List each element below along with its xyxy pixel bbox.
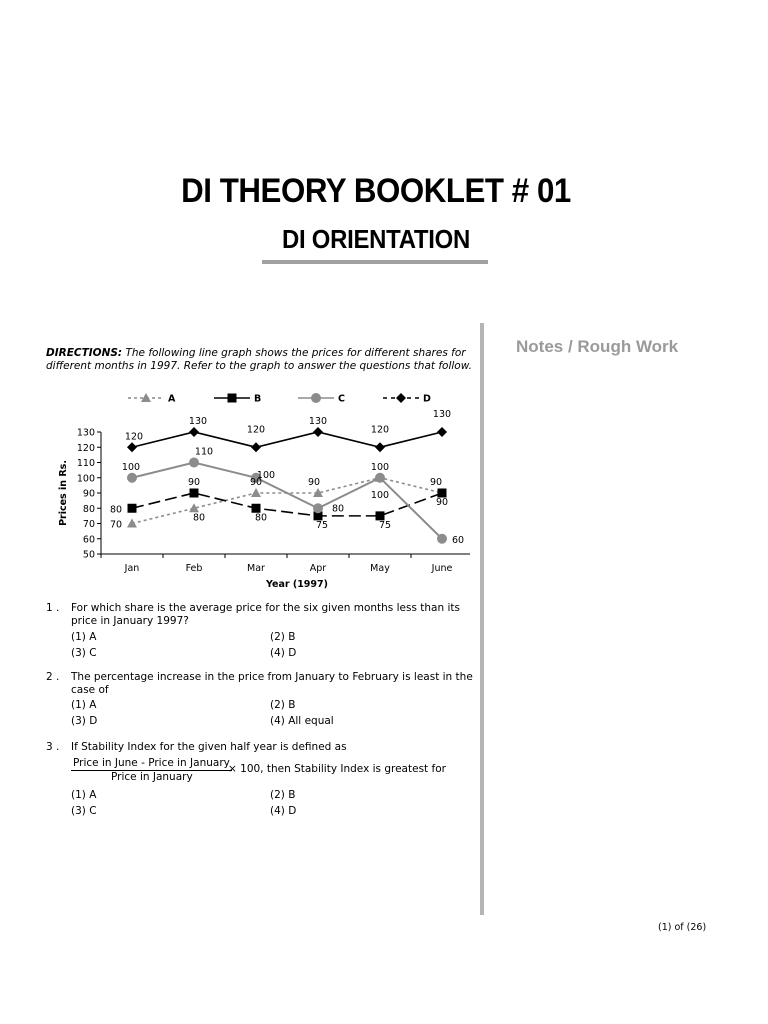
x-tick-label: Mar bbox=[247, 563, 265, 574]
stability-index-formula bbox=[71, 757, 232, 783]
y-tick-label: 70 bbox=[82, 519, 95, 530]
series-c-data-label: 80 bbox=[331, 503, 345, 515]
q3-option-4[interactable]: (4) D bbox=[270, 805, 297, 817]
x-tick-label: May bbox=[370, 563, 390, 574]
series-d-point bbox=[189, 427, 199, 437]
x-tick-label: June bbox=[431, 563, 453, 574]
series-c-data-label: 100 bbox=[256, 469, 276, 481]
q1-option-4[interactable]: (4) D bbox=[270, 647, 297, 659]
directions-paragraph bbox=[46, 347, 476, 373]
y-tick-label: 50 bbox=[82, 549, 95, 561]
legend-a-label: A bbox=[168, 393, 176, 405]
x-axis-title: Year (1997) bbox=[266, 579, 328, 590]
series-d-point bbox=[313, 427, 323, 437]
question-text: If Stability Index for the given half year is defined as bbox=[71, 741, 347, 753]
series-c-point bbox=[437, 534, 447, 544]
series-b-point bbox=[128, 504, 137, 513]
q2-option-1[interactable]: (1) A bbox=[71, 699, 97, 711]
y-tick-label: 120 bbox=[76, 442, 95, 454]
y-axis-title: Prices in Rs. bbox=[58, 460, 69, 526]
series-d-data-label: 120 bbox=[124, 431, 144, 443]
q1-option-3[interactable]: (3) C bbox=[71, 647, 97, 659]
booklet-subtitle: DI ORIENTATION bbox=[282, 224, 470, 254]
directions-text: The following line graph shows the prices for different shares for different months in 1997. Refer to the graph to answer the questions that follow. bbox=[46, 347, 472, 372]
question-text: The percentage increase in the price from January to February is least in the case of bbox=[71, 671, 473, 696]
legend-d-marker bbox=[396, 393, 406, 403]
series-c-data-label: 100 bbox=[370, 489, 390, 501]
legend-d-label: D bbox=[423, 393, 431, 405]
q3-option-3[interactable]: (3) C bbox=[71, 805, 97, 817]
y-tick-label: 100 bbox=[76, 473, 95, 485]
formula-denominator: Price in January bbox=[111, 771, 193, 783]
series-d-data-label: 130 bbox=[432, 409, 452, 420]
series-d-data-label: 120 bbox=[370, 424, 390, 436]
series-b-data-label: 90 bbox=[187, 477, 201, 488]
question-number: 1 . bbox=[46, 602, 60, 614]
series-b-point bbox=[190, 489, 199, 498]
series-d-line bbox=[132, 432, 442, 447]
series-d-point bbox=[251, 442, 261, 452]
q3-option-1[interactable]: (1) A bbox=[71, 789, 97, 801]
title-underline bbox=[262, 260, 488, 264]
series-b-data-label: 75 bbox=[378, 519, 392, 531]
notes-rough-work-label: Notes / Rough Work bbox=[516, 337, 679, 356]
x-tick-label: Apr bbox=[309, 563, 327, 574]
legend-b-marker bbox=[228, 394, 237, 403]
series-a-data-label: 90 bbox=[249, 477, 263, 488]
question-number: 3 . bbox=[46, 741, 60, 753]
series-b-line bbox=[132, 493, 442, 516]
directions-lead: DIRECTIONS: bbox=[46, 347, 123, 359]
legend-c-label: C bbox=[338, 393, 345, 405]
page-number: (1) of (26) bbox=[658, 922, 707, 933]
question-text: For which share is the average price for the six given months less than its price in January 1997? bbox=[71, 602, 460, 627]
q2-option-4[interactable]: (4) All equal bbox=[270, 715, 334, 727]
booklet-title: DI THEORY BOOKLET # 01 bbox=[181, 172, 571, 210]
column-divider bbox=[480, 323, 484, 915]
x-tick-label: Jan bbox=[124, 563, 140, 574]
series-b-data-label: 75 bbox=[315, 519, 329, 531]
series-a-data-label: 80 bbox=[192, 512, 206, 524]
series-d-data-label: 130 bbox=[308, 416, 328, 427]
series-c-point bbox=[375, 473, 385, 483]
series-c-point bbox=[189, 458, 199, 468]
legend-c-marker bbox=[311, 393, 321, 403]
y-tick-label: 110 bbox=[76, 458, 95, 469]
y-tick-label: 130 bbox=[76, 427, 95, 439]
series-a-data-label: 70 bbox=[109, 519, 123, 531]
q1-option-1[interactable]: (1) A bbox=[71, 631, 97, 643]
series-c-data-label: 110 bbox=[194, 446, 214, 458]
q2-option-3[interactable]: (3) D bbox=[71, 715, 98, 727]
series-d-data-label: 120 bbox=[246, 424, 266, 436]
series-a-point bbox=[127, 519, 137, 528]
series-a-line bbox=[132, 478, 442, 524]
series-a-point bbox=[251, 488, 261, 497]
series-d-data-label: 130 bbox=[188, 416, 208, 427]
y-tick-label: 90 bbox=[82, 488, 95, 500]
series-a-data-label: 90 bbox=[307, 477, 321, 488]
series-c-point bbox=[313, 503, 323, 513]
y-tick-label: 80 bbox=[82, 503, 95, 515]
q2-option-2[interactable]: (2) B bbox=[270, 699, 296, 711]
series-b-data-label: 90 bbox=[435, 497, 449, 508]
line-chart bbox=[40, 385, 470, 595]
series-d-point bbox=[375, 442, 385, 452]
formula-numerator: Price in June - Price in January bbox=[73, 757, 230, 769]
series-a-data-label: 100 bbox=[370, 461, 390, 473]
series-c-point bbox=[127, 473, 137, 483]
series-c-line bbox=[132, 463, 442, 539]
series-d-point bbox=[437, 427, 447, 437]
x-tick-label: Feb bbox=[185, 563, 203, 574]
question-number: 2 . bbox=[46, 671, 60, 683]
series-b-data-label: 80 bbox=[109, 504, 123, 516]
series-c-data-label: 100 bbox=[121, 461, 141, 473]
legend-b-label: B bbox=[254, 393, 262, 405]
series-c-data-label: 60 bbox=[451, 534, 465, 546]
q3-option-2[interactable]: (2) B bbox=[270, 789, 296, 801]
series-a-data-label: 90 bbox=[429, 477, 443, 488]
series-d-point bbox=[127, 442, 137, 452]
q1-option-2[interactable]: (2) B bbox=[270, 631, 296, 643]
formula-tail: × 100, then Stability Index is greatest for bbox=[228, 763, 446, 775]
y-tick-label: 60 bbox=[82, 534, 95, 546]
series-b-data-label: 80 bbox=[254, 512, 268, 524]
